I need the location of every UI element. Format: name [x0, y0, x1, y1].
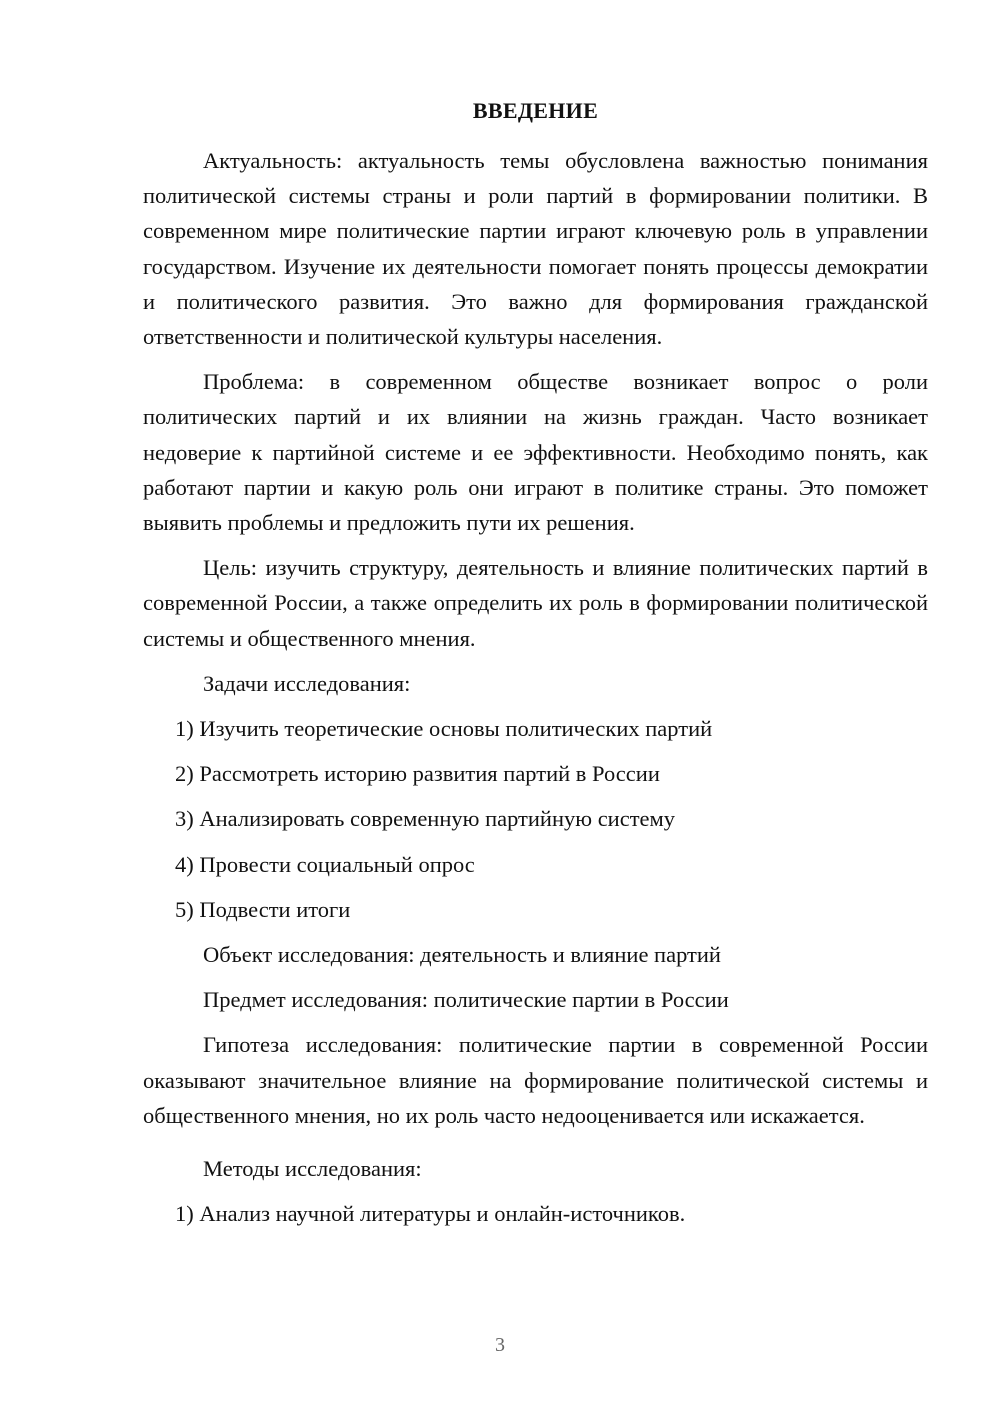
list-item: 5) Подвести итоги [175, 896, 351, 922]
list-item: 1) Изучить теоретические основы политических партий [175, 716, 713, 742]
methods-heading: Методы исследования: [203, 1156, 422, 1182]
methods-list [143, 1196, 928, 1231]
list-item: 1) Анализ научной литературы и онлайн-источников. [175, 1201, 686, 1227]
tasks-list [143, 711, 928, 927]
research-object: Объект исследования: деятельность и влияние партий [203, 942, 721, 968]
list-item: 2) Рассмотреть историю развития партий в России [175, 761, 660, 787]
paragraph-problem: Проблема: в современном обществе возникает вопрос о роли политических партий и их влиянии на жизнь граждан. Часто возникает недоверие к партийной системе и ее эффективности. Необходимо понять, как работают партии и какую роль они играют в политике страны. Это поможет выявить проблемы и предложить пути их решения. [143, 369, 928, 536]
tasks-heading: Задачи исследования: [203, 670, 411, 696]
research-hypothesis: Гипотеза исследования: политические партии в современной России оказывают значительное влияние на формирование политической системы и общественного мнения, но их роль часто недооценивается или искажается. [143, 1032, 928, 1128]
research-subject: Предмет исследования: политические партии в России [203, 987, 729, 1013]
paragraph-goal: Цель: изучить структуру, деятельность и влияние политических партий в современной России, а также определить их роль в формировании политической системы и общественного мнения. [143, 555, 928, 651]
section-title: ВВЕДЕНИЕ [472, 98, 599, 123]
page-number: 3 [495, 1334, 505, 1356]
paragraph-relevance: Актуальность: актуальность темы обусловлена важностью понимания политической системы страны и роли партий в формировании политики. В современном мире политические партии играют ключевую роль в управлении государством. Изучение их деятельности помогает понять процессы демократии и политического развития. Это важно для формирования гражданской ответственности и политической культуры населения. [143, 148, 928, 350]
document-page [143, 94, 928, 1231]
list-item: 3) Анализировать современную партийную систему [175, 806, 676, 832]
list-item: 4) Провести социальный опрос [175, 851, 475, 877]
